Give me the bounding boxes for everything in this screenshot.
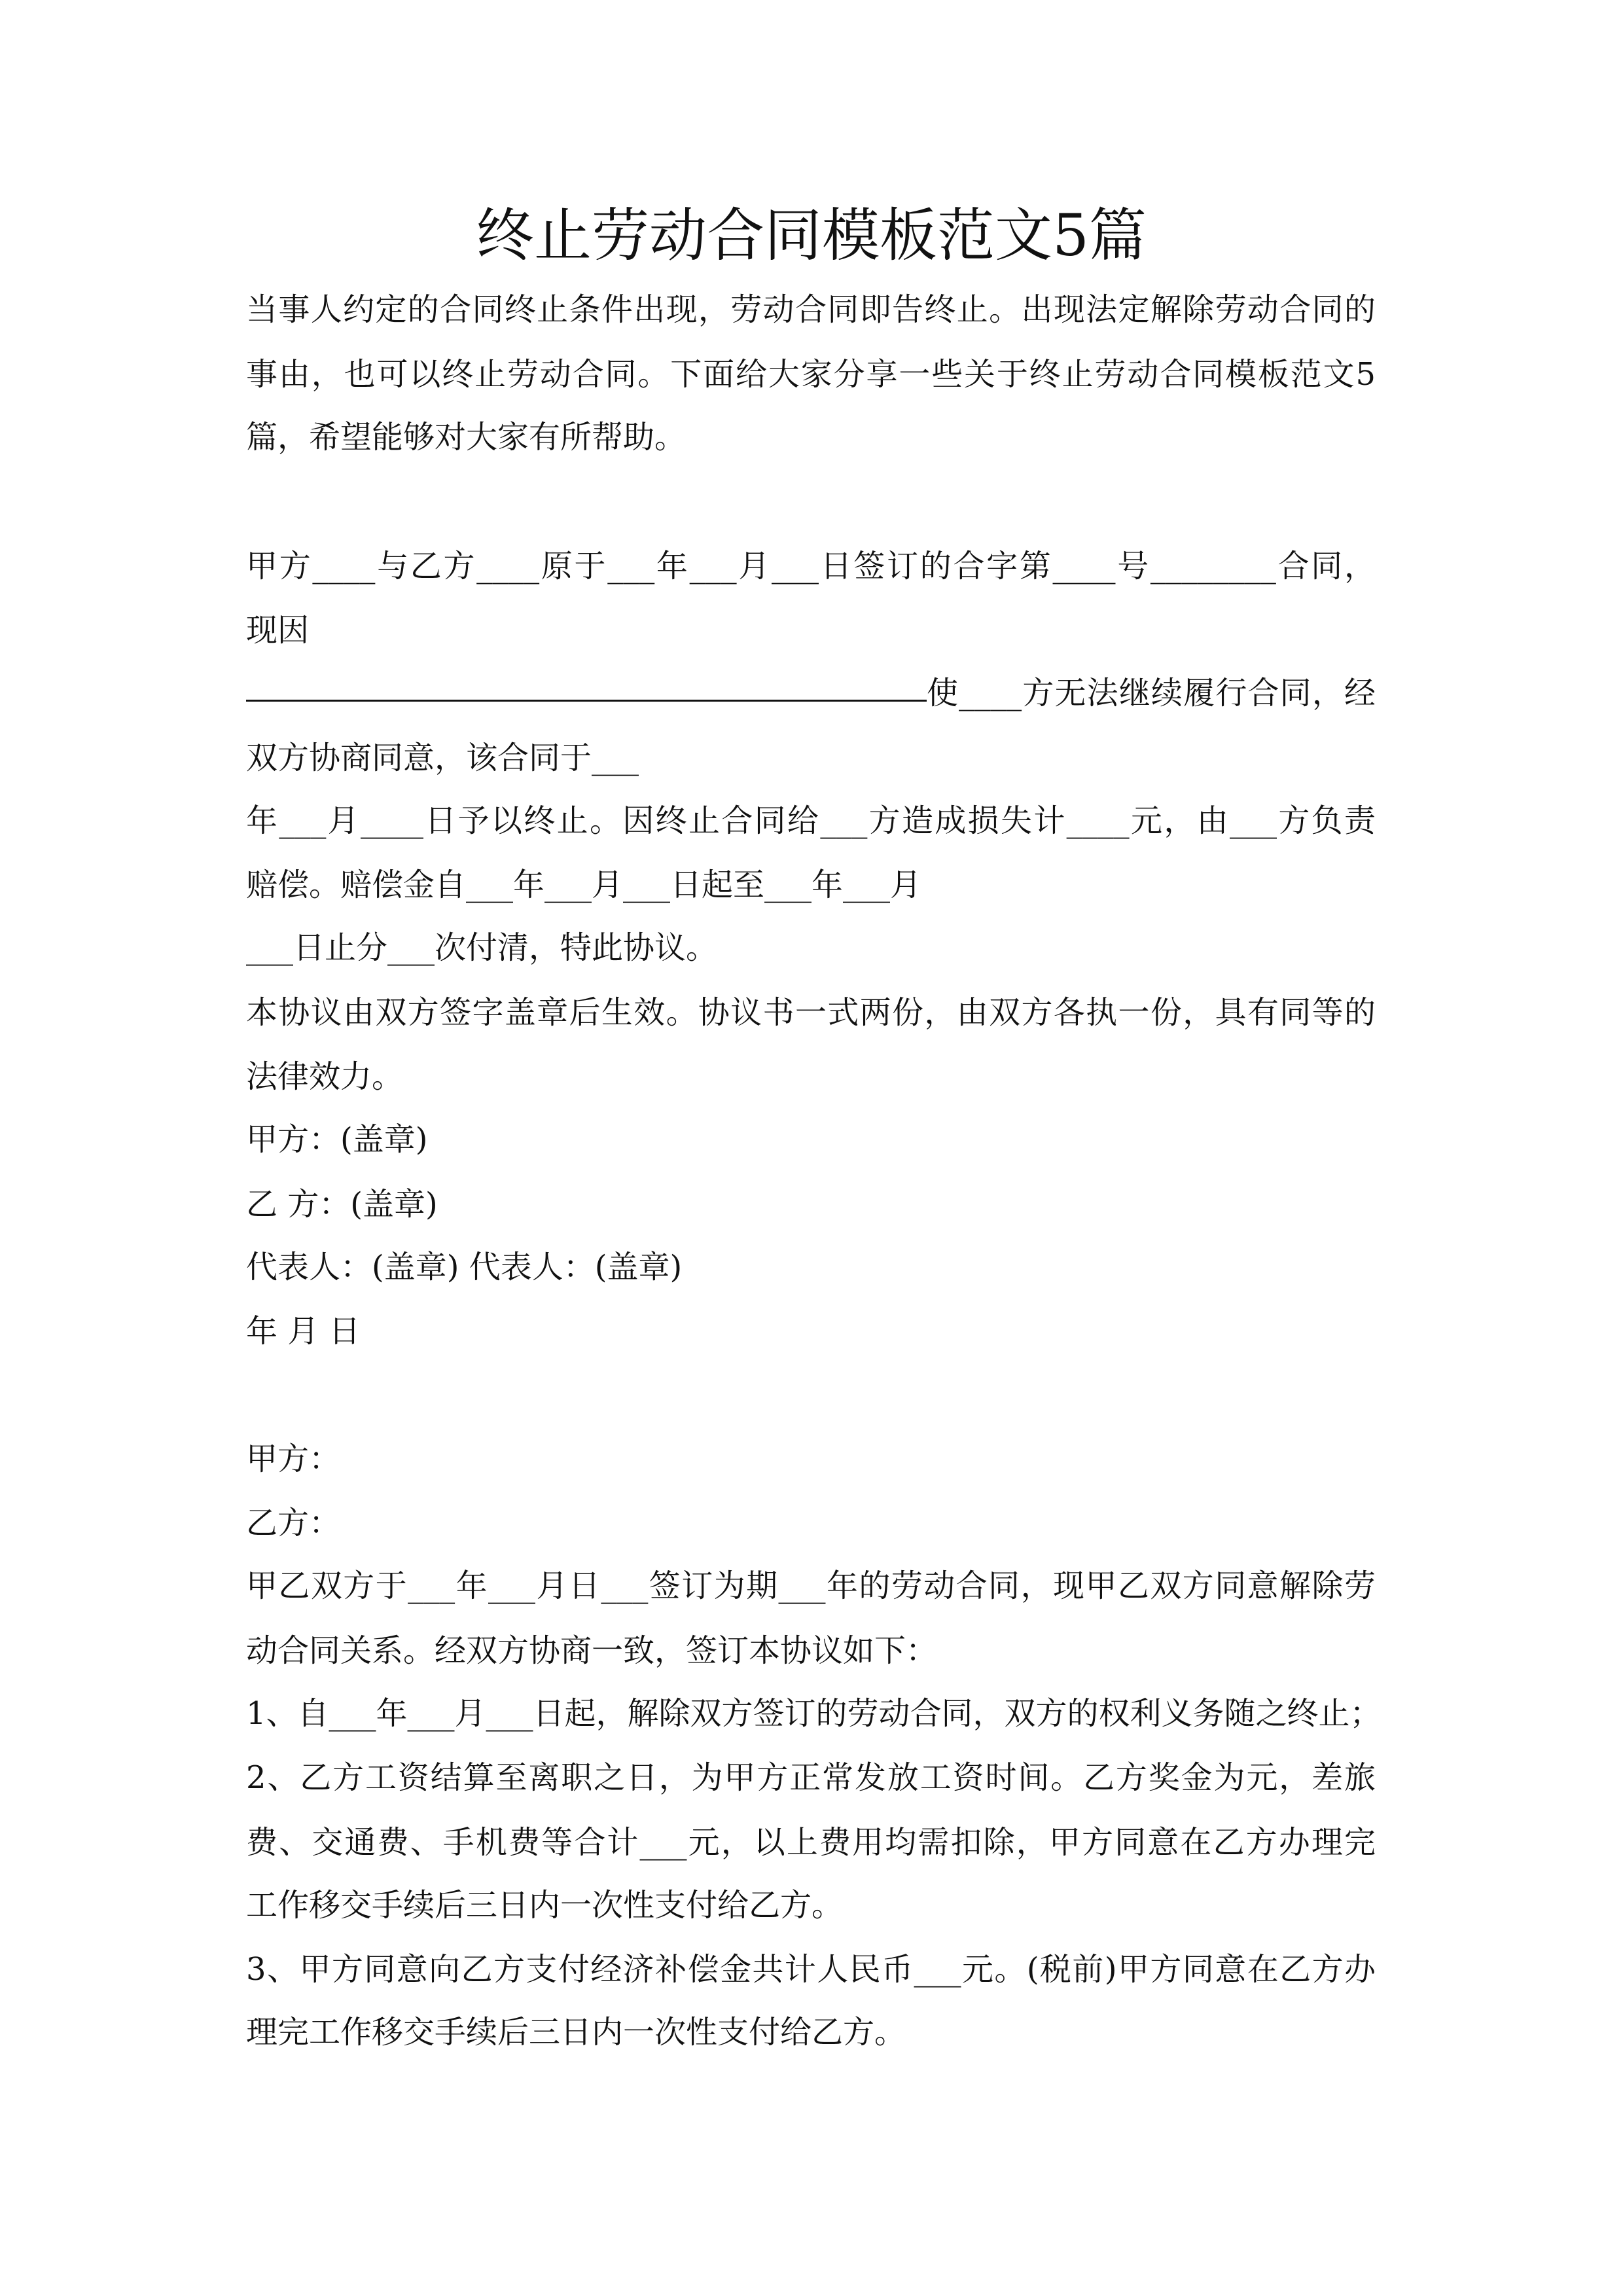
intro-line: 当事人约定的合同终止条件出现，劳动合同即告终止。出现法定解除劳动合同的 bbox=[246, 291, 1376, 328]
agreement-line: 现因 bbox=[246, 612, 310, 649]
clause-line: 2、乙方工资结算至离职之日，为甲方正常发放工资时间。乙方奖金为元，差旅 bbox=[246, 1759, 1376, 1796]
party-line: 甲方： bbox=[246, 1441, 341, 1477]
agreement-line: 动合同关系。经双方协商一致，签订本协议如下： bbox=[246, 1632, 938, 1669]
agreement-line bbox=[246, 660, 1376, 726]
agreement-line: 本协议由双方签字盖章后生效。协议书一式两份，由双方各执一份，具有同等的 bbox=[246, 994, 1376, 1031]
clause-line: 1、自___年___月___日起，解除双方签订的劳动合同，双方的权利义务随之终止； bbox=[246, 1695, 1382, 1732]
clause-line: 理完工作移交手续后三日内一次性支付给乙方。 bbox=[246, 2014, 906, 2051]
signature-line: 乙 方：(盖章) bbox=[246, 1186, 438, 1223]
party-line: 乙方： bbox=[246, 1505, 341, 1541]
clause-line: 3、甲方同意向乙方支付经济补偿金共计人民币___元。(税前)甲方同意在乙方办 bbox=[246, 1951, 1376, 1988]
clause-line: 费、交通费、手机费等合计___元，以上费用均需扣除，甲方同意在乙方办理完 bbox=[246, 1824, 1376, 1861]
signature-line: 甲方：(盖章) bbox=[246, 1121, 428, 1158]
agreement-line: 赔偿。赔偿金自___年___月___日起至___年___月 bbox=[246, 867, 922, 903]
agreement-line: 甲乙双方于___年___月日___签订为期___年的劳动合同，现甲乙双方同意解除劳 bbox=[246, 1568, 1376, 1604]
intro-line: 事由，也可以终止劳动合同。下面给大家分享一些关于终止劳动合同模板范文5 bbox=[246, 356, 1376, 393]
date-line: 年 月 日 bbox=[246, 1313, 361, 1350]
intro-line: 篇，希望能够对大家有所帮助。 bbox=[246, 419, 687, 456]
signature-line: 代表人：(盖章) 代表人：(盖章) bbox=[246, 1249, 683, 1285]
agreement-line: 年___月____日予以终止。因终止合同给___方造成损失计____元，由___方负责 bbox=[246, 802, 1376, 839]
agreement-line: ___日止分___次付清，特此协议。 bbox=[246, 929, 718, 966]
agreement-line: 法律效力。 bbox=[246, 1058, 404, 1095]
document-title: 终止劳动合同模板范文5篇 bbox=[476, 202, 1147, 269]
agreement-text: 使____方无法继续履行合同，经 bbox=[927, 675, 1376, 711]
blank-line bbox=[246, 660, 927, 702]
clause-line: 工作移交手续后三日内一次性支付给乙方。 bbox=[246, 1887, 844, 1924]
agreement-line: 甲方____与乙方____原于___年___月___日签订的合字第____号________合同， bbox=[246, 548, 1376, 584]
agreement-line: 双方协商同意，该合同于___ bbox=[246, 740, 639, 776]
